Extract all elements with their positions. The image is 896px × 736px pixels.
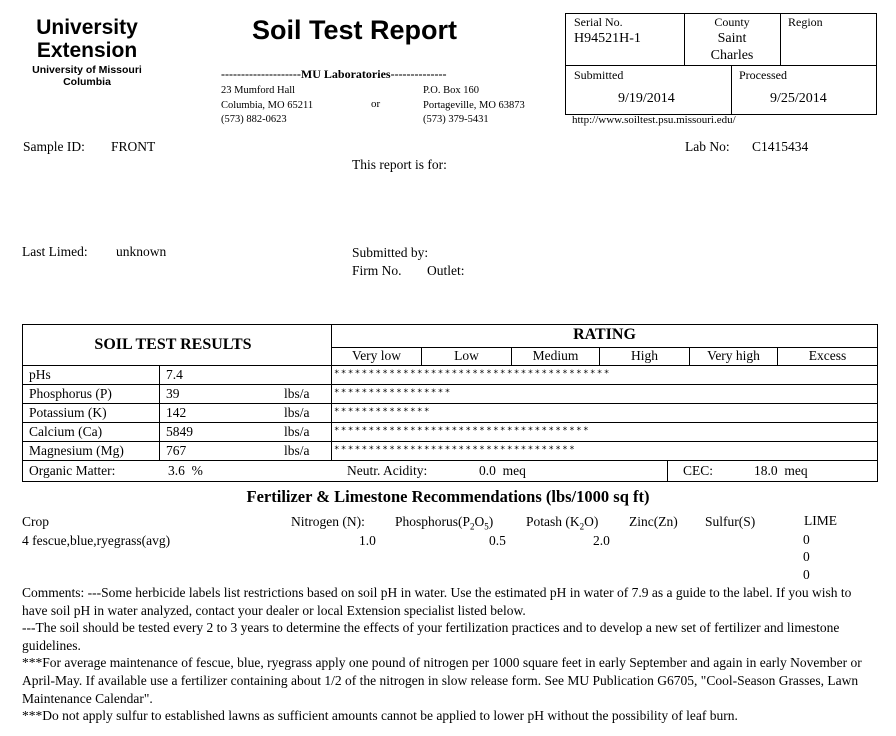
om-value: 3.6 % (168, 463, 203, 478)
org-sub1: University of Missouri (32, 64, 142, 76)
county-label: County (714, 15, 750, 29)
fert-p-sub2: 5 (484, 521, 489, 532)
cec-label: CEC: (683, 463, 714, 478)
row-p-stars: ***************** (334, 388, 452, 398)
org-sub2: Columbia (63, 76, 111, 88)
fert-p-label-b: O (474, 514, 485, 529)
org-name (20, 16, 154, 62)
outlet: Outlet: (427, 263, 465, 278)
lab1-address (221, 84, 313, 128)
fert-title: Fertilizer & Limestone Recommendations (lbs/1000 sq ft) (246, 487, 650, 506)
comments (22, 584, 872, 725)
county-line1: Saint (717, 31, 747, 46)
region-label: Region (788, 15, 823, 29)
row-ph-name: pHs (29, 367, 51, 382)
fert-k-label (526, 514, 598, 532)
submitted-date: 9/19/2014 (618, 91, 675, 106)
fert-k-label-b: O) (584, 514, 599, 529)
row-ca-unit: lbs/a (284, 424, 310, 439)
serial-label: Serial No. (574, 15, 623, 29)
fert-p-label-a: Phosphorus(P (395, 514, 471, 529)
row-mg-value: 767 (166, 443, 187, 458)
rating-high: High (631, 348, 658, 363)
rating-medium: Medium (532, 348, 579, 363)
row-ca-value: 5849 (166, 424, 193, 439)
lab2-phone: (573) 379-5431 (423, 114, 489, 125)
lab1-addr: 23 Mumford Hall (221, 85, 296, 96)
org-line1: University (36, 16, 138, 39)
row-mg-unit: lbs/a (284, 443, 310, 458)
lab-url: http://www.soiltest.psu.missouri.edu/ (572, 114, 736, 126)
fert-n-label: Nitrogen (N): (291, 514, 365, 529)
fert-n-value: 1.0 (359, 533, 376, 548)
lab1-city: Columbia, MO 65211 (221, 99, 314, 111)
rating-very-high: Very high (707, 348, 760, 363)
fert-p-value: 0.5 (489, 533, 506, 548)
rating-very-low: Very low (351, 348, 402, 363)
lab-no-label: Lab No: (685, 139, 730, 154)
org-line2: Extension (36, 39, 138, 62)
lab2-addr: P.O. Box 160 (423, 85, 480, 96)
row-ca-stars: ************************************* (334, 426, 590, 436)
row-mg-name: Magnesium (Mg) (29, 443, 124, 458)
row-ca-name: Calcium (Ca) (29, 424, 103, 439)
sample-id-label: Sample ID: (23, 139, 85, 154)
cec-value: 18.0 meq (754, 463, 808, 478)
row-k-name: Potassium (K) (29, 405, 107, 420)
fert-k-label-a: Potash (K (526, 514, 580, 529)
neutr-value: 0.0 meq (479, 463, 526, 478)
county-line2: Charles (710, 48, 754, 63)
fert-lime-2: 0 (803, 549, 810, 564)
fert-crop: 4 fescue,blue,ryegrass(avg) (22, 533, 171, 548)
row-ph-stars: **************************************** (334, 369, 611, 379)
row-p-unit: lbs/a (284, 386, 310, 401)
comment-2: ---The soil should be tested every 2 to 3 years to determine the effects of your fertilization practices and to develop a new set of fertilizer and limestone guidelines. (22, 620, 840, 653)
fert-s-label: Sulfur(S) (705, 514, 756, 529)
fert-lime-label: LIME (804, 513, 837, 528)
results-title: SOIL TEST RESULTS (94, 336, 252, 353)
row-p-value: 39 (166, 386, 180, 401)
last-limed-label: Last Limed: (22, 244, 88, 259)
fert-lime-1: 0 (803, 532, 810, 547)
sample-id: FRONT (111, 139, 156, 154)
submitted-label: Submitted (574, 68, 624, 82)
row-ph-value: 7.4 (166, 367, 183, 382)
row-k-value: 142 (166, 405, 187, 420)
info-box (565, 13, 877, 115)
fert-k-sub: 2 (579, 521, 585, 532)
comment-3: ***For average maintenance of fescue, blue, ryegrass apply one pound of nitrogen per 1000 square feet in early September and again in early November or April-May. If available use a fertilizer containing about 1/2 of the nitrogen in slow release form. See MU Publication G6705, "Cool-Season Grasses, Lawn Maintenance Calendar". (22, 655, 862, 706)
processed-date: 9/25/2014 (770, 91, 827, 106)
submitted-by: Submitted by: (352, 245, 429, 260)
page-title: Soil Test Report (252, 15, 458, 45)
lab1-phone: (573) 882-0623 (221, 114, 287, 125)
neutr-label: Neutr. Acidity: (347, 463, 428, 478)
lab2-city: Portageville, MO 63873 (423, 99, 525, 111)
fert-p-label (395, 514, 493, 532)
fert-p-sub1: 2 (470, 521, 475, 532)
or-text: or (371, 98, 381, 110)
lab-no: C1415434 (752, 139, 809, 154)
lab-title: --------------------MU Laboratories-------------- (221, 67, 447, 81)
om-label: Organic Matter: (29, 463, 116, 478)
serial-value: H94521H-1 (574, 31, 641, 46)
rating-low: Low (454, 348, 479, 363)
row-k-unit: lbs/a (284, 405, 310, 420)
fert-crop-label: Crop (22, 514, 49, 529)
comment-1: Comments: ---Some herbicide labels list restrictions based on soil pH in water. Use the estimated pH in water of 7.9 as a guide to the label. If you wish to have soil pH in water analyzed, contact your dealer or local Extension specialist listed below. (22, 585, 852, 618)
lab2-address (423, 84, 525, 128)
county-value (684, 30, 780, 64)
rating-excess: Excess (808, 348, 847, 363)
fert-lime-3: 0 (803, 567, 810, 582)
fert-k-value: 2.0 (593, 533, 610, 548)
last-limed: unknown (116, 244, 167, 259)
rating-title: RATING (573, 326, 636, 343)
row-p-name: Phosphorus (P) (29, 386, 112, 401)
firm-no: Firm No. (352, 263, 402, 278)
fert-zn-label: Zinc(Zn) (629, 514, 678, 529)
org-subtitle (20, 64, 154, 88)
report-for: This report is for: (352, 157, 447, 172)
processed-label: Processed (739, 68, 787, 82)
fert-p-label-c: ) (488, 514, 494, 529)
row-k-stars: ************** (334, 407, 431, 417)
comment-4: ***Do not apply sulfur to established lawns as sufficient amounts cannot be applied to lower pH without the possibility of leaf burn. (22, 708, 738, 724)
row-mg-stars: *********************************** (334, 445, 577, 455)
soil-results-table (22, 324, 878, 482)
